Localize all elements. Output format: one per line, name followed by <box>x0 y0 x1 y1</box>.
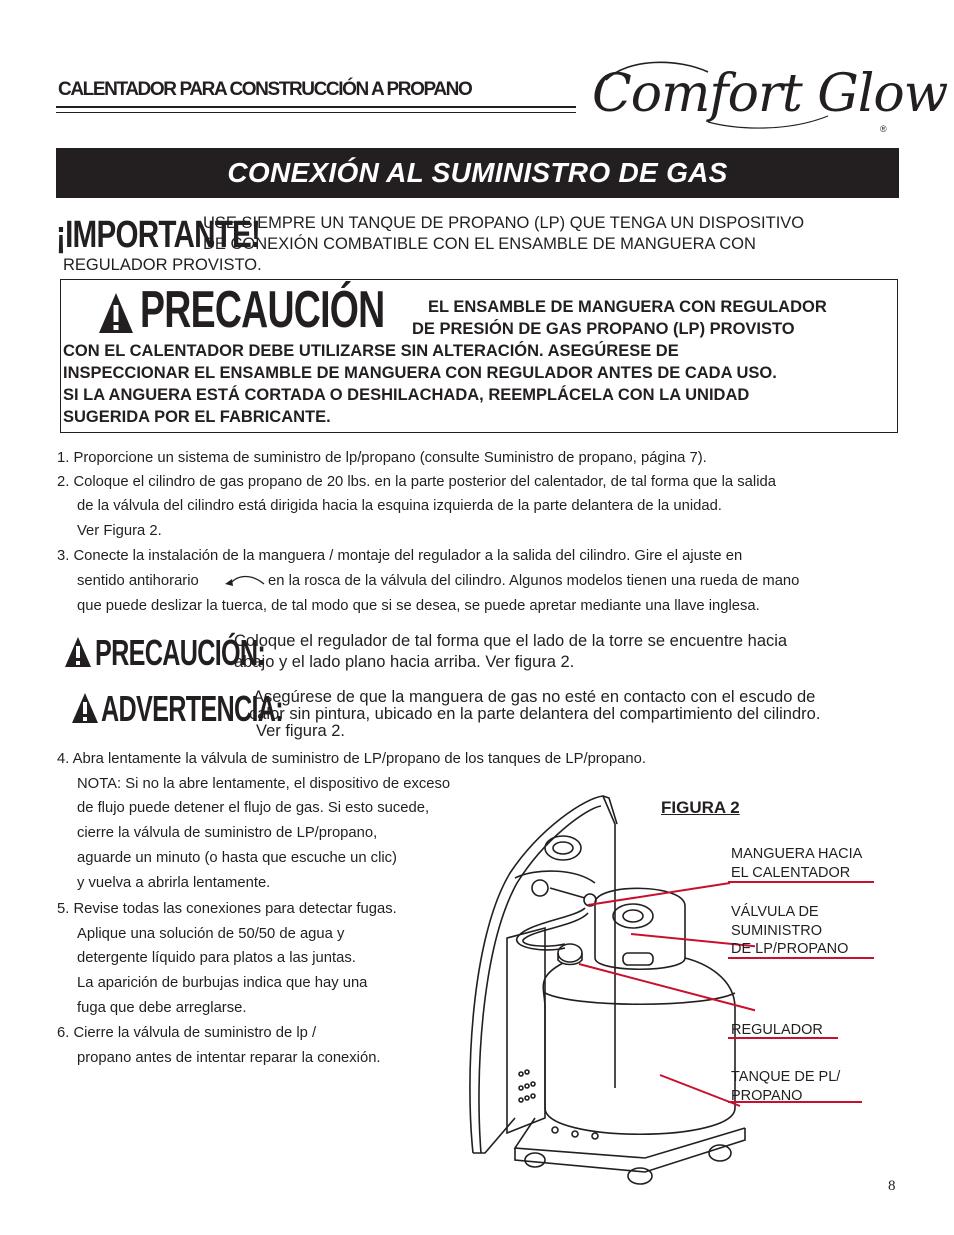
step-line: NOTA: Si no la abre lentamente, el dispositivo de exceso <box>77 776 451 792</box>
advertencia-line: calor sin pintura, ubicado en la parte delantera del compartimiento del cilindro. <box>249 705 821 723</box>
advertencia-line: Ver figura 2. <box>256 722 345 740</box>
advertencia-label: ADVERTENCIA: <box>101 688 284 729</box>
importante-line: REGULADOR PROVISTO. <box>63 256 262 274</box>
precaution-line: CON EL CALENTADOR DEBE UTILIZARSE SIN ALTERACIÓN. ASEGÚRESE DE <box>63 342 679 360</box>
registered-mark: ® <box>880 124 887 134</box>
figure-label: FIGURA 2 <box>661 798 740 817</box>
comfort-glow-logo <box>588 50 948 136</box>
step-line: aguarde un minuto (o hasta que escuche un clic) <box>77 850 397 866</box>
step-line: detergente líquido para platos a las juntas. <box>77 950 356 966</box>
heater-tank-illustration <box>455 788 755 1188</box>
document-header-title: CALENTADOR PARA CONSTRUCCIÓN A PROPANO <box>58 79 472 100</box>
warning-triangle-icon <box>71 692 99 724</box>
advertencia-line: Asegúrese de que la manguera de gas no esté en contacto con el escudo de <box>253 688 816 706</box>
step-line: cierre la válvula de suministro de LP/propano, <box>77 825 378 841</box>
step-line: 1. Proporcione un sistema de suministro de lp/propano (consulte Suministro de propano, página 7). <box>57 450 707 466</box>
header-rule <box>56 112 576 113</box>
precaution-2-label: PRECAUCIÓN: <box>95 632 266 673</box>
step-line: y vuelva a abrirla lentamente. <box>77 875 271 891</box>
importante-line: USE SIEMPRE UN TANQUE DE PROPANO (LP) QUE TENGA UN DISPOSITIVO <box>203 214 805 232</box>
step-line: 3. Conecte la instalación de la manguera / montaje del regulador a la salida del cilindro. Gire el ajuste en <box>57 548 743 564</box>
section-title: CONEXIÓN AL SUMINISTRO DE GAS <box>227 157 728 188</box>
precaution-line: SUGERIDA POR EL FABRICANTE. <box>63 408 331 426</box>
precaution-2-line: Coloque el regulador de tal forma que el lado de la torre se encuentre hacia <box>234 632 788 650</box>
step-line: que puede deslizar la tuerca, de tal modo que si se desea, se puede apretar mediante una llave inglesa. <box>77 598 760 614</box>
step-line: fuga que debe arreglarse. <box>77 1000 247 1016</box>
logo-wordmark: Comfort Glow <box>592 64 948 124</box>
importante-line: DE CONEXIÓN COMBATIBLE CON EL ENSAMBLE DE MANGUERA CON <box>203 235 756 253</box>
header-rule <box>56 106 576 108</box>
step-line: en la rosca de la válvula del cilindro. Algunos modelos tienen una rueda de mano <box>268 573 800 589</box>
importante-label: ¡IMPORTANTE! <box>56 214 261 256</box>
page-number: 8 <box>888 1178 896 1194</box>
callout-hose: MANGUERA HACIA EL CALENTADOR <box>731 846 863 881</box>
step-line: 2. Coloque el cilindro de gas propano de 20 lbs. en la parte posterior del calentador, de tal forma que la salida <box>57 474 776 490</box>
step-line: 5. Revise todas las conexiones para detectar fugas. <box>57 901 397 917</box>
step-line: Aplique una solución de 50/50 de agua y <box>77 926 345 942</box>
callout-valve: VÁLVULA DE SUMINISTRO DE LP/PROPANO <box>731 904 849 957</box>
step-line: propano antes de intentar reparar la conexión. <box>77 1050 381 1066</box>
section-banner <box>56 148 899 198</box>
step-line: sentido antihorario <box>77 573 199 589</box>
step-line: La aparición de burbujas indica que hay una <box>77 975 368 991</box>
step-line: 6. Cierre la válvula de suministro de lp / <box>57 1025 317 1041</box>
callout-tank: TANQUE DE PL/ PROPANO <box>731 1069 841 1104</box>
step-line: 4. Abra lentamente la válvula de suministro de LP/propano de los tanques de LP/propano. <box>57 751 646 767</box>
step-line: de la válvula del cilindro está dirigida hacia la esquina izquierda de la parte delantera de la unidad. <box>77 498 722 514</box>
step-line: de flujo puede detener el flujo de gas. Si esto sucede, <box>77 800 430 816</box>
precaution-line: SI LA ANGUERA ESTÁ CORTADA O DESHILACHADA, REEMPLÁCELA CON LA UNIDAD <box>63 386 750 404</box>
warning-triangle-icon <box>97 291 135 335</box>
precaution-2-line: abajo y el lado plano hacia arriba. Ver figura 2. <box>234 653 575 671</box>
counterclockwise-arrow-icon <box>224 572 266 588</box>
step-line: Ver Figura 2. <box>77 523 162 539</box>
precaution-line: DE PRESIÓN DE GAS PROPANO (LP) PROVISTO <box>412 320 795 338</box>
precaution-line: EL ENSAMBLE DE MANGUERA CON REGULADOR <box>428 298 827 316</box>
precaution-label: PRECAUCIÓN <box>140 281 385 339</box>
callout-regulator: REGULADOR <box>731 1022 823 1038</box>
warning-triangle-icon <box>64 636 92 668</box>
precaution-line: INSPECCIONAR EL ENSAMBLE DE MANGUERA CON REGULADOR ANTES DE CADA USO. <box>63 364 777 382</box>
